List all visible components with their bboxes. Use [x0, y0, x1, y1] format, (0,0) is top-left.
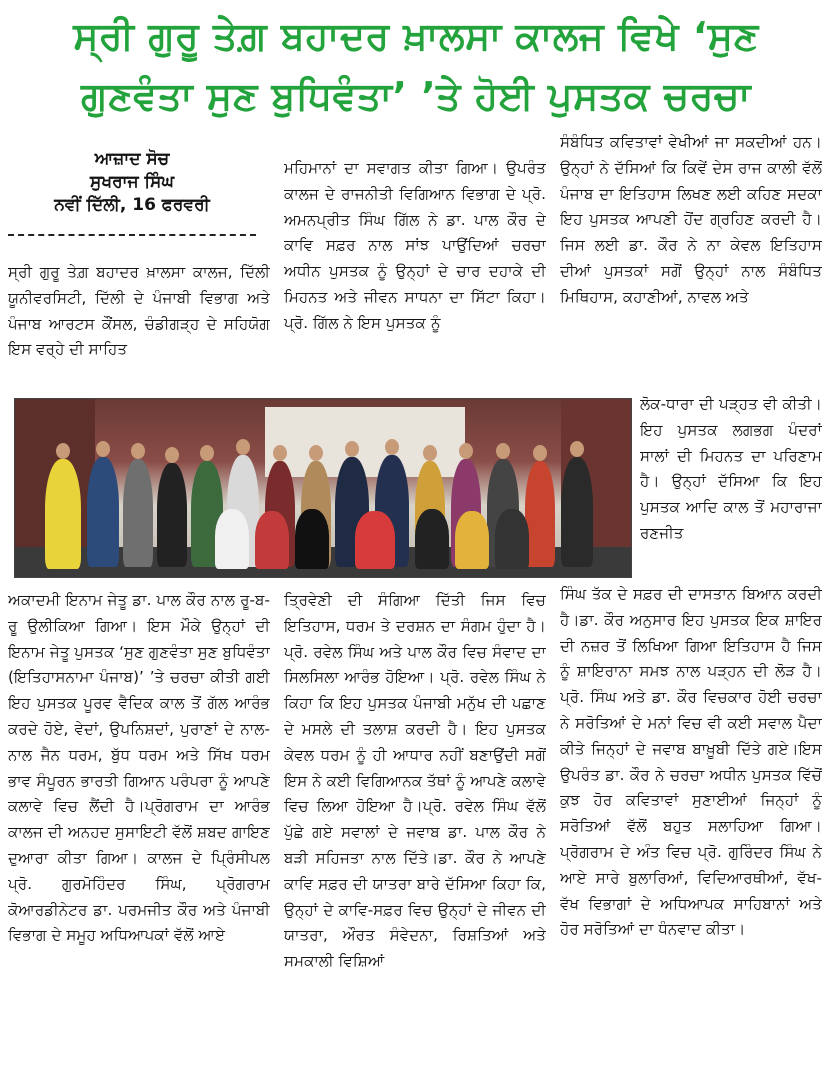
article-text-col3-top: ਸੰਬੰਧਿਤ ਕਵਿਤਾਵਾਂ ਵੇਖੀਆਂ ਜਾ ਸਕਦੀਆਂ ਹਨ।ਉਨ੍ਹਾਂ ਨੇ ਦੱਸਿਆਂ ਕਿ ਕਿਵੇਂ ਦੇਸ ਰਾਜ ਕਾਲੀ ਵੱਲੋਂ ਪੰਜਾਬ ਦਾ ਇਤਿਹਾਸ ਲਿਖਣ ਲਈ ਕਹਿਣ ਸਦਕਾ ਇਹ ਪੁਸਤਕ ਆਪਣੀ ਹੋਂਦ ਗ੍ਰਹਿਣ ਕਰਦੀ ਹੈ।ਜਿਸ ਲਈ ਡਾ. ਕੌਰ ਨੇ ਨਾ ਕੇਵਲ ਇਤਿਹਾਸ ਦੀਆਂ ਪੁਸਤਕਾਂ ਸਗੋਂ ਉਨ੍ਹਾਂ ਨਾਲ ਸੰਬੰਧਿਤ ਮਿਥਿਹਾਸ, ਕਹਾਣੀਆਂ, ਨਾਵਲ ਅਤੇ — [560, 133, 822, 306]
article-text-col2-top: ਮਹਿਮਾਨਾਂ ਦਾ ਸਵਾਗਤ ਕੀਤਾ ਗਿਆ। ਉਪਰੰਤ ਕਾਲਜ ਦੇ ਰਾਜਨੀਤੀ ਵਿਗਿਆਨ ਵਿਭਾਗ ਦੇ ਪ੍ਰੋ. ਅਮਨਪ੍ਰੀਤ ਸਿੰਘ ਗਿੱਲ ਨੇ ਡਾ. ਪਾਲ ਕੌਰ ਦੇ ਕਾਵਿ ਸਫ਼ਰ ਨਾਲ ਸਾਂਝ ਪਾਉਂਦਿਆਂ ਚਰਚਾ ਅਧੀਨ ਪੁਸਤਕ ਨੂੰ ਉਨ੍ਹਾਂ ਦੇ ਚਾਰ ਦਹਾਕੇ ਦੀ ਮਿਹਨਤ ਅਤੇ ਜੀਵਨ ਸਾਧਨਾ ਦਾ ਸਿੱਟਾ ਕਿਹਾ।ਪ੍ਰੋ. ਗਿੱਲ ਨੇ ਇਸ ਪੁਸਤਕ ਨੂੰ — [284, 159, 546, 332]
column-2-bottom — [284, 588, 546, 1070]
dateline: ਨਵੀਂ ਦਿੱਲੀ, 16 ਫਰਵਰੀ — [54, 195, 210, 215]
group-photo — [14, 398, 632, 578]
headline-line-2: ਗੁਣਵੰਤਾ ਸੁਣ ਬੁਧਿਵੰਤਾ’ ’ਤੇ ਹੋਈ ਪੁਸਤਕ ਚਰਚਾ — [81, 74, 751, 118]
headline — [0, 6, 832, 134]
column-3-bottom — [560, 582, 822, 1070]
source-label: ਆਜ਼ਾਦ ਸੋਚ — [94, 149, 170, 169]
column-3-side — [640, 392, 822, 582]
column-1-top — [8, 260, 270, 390]
column-1-bottom — [8, 588, 270, 1070]
column-3-top — [560, 130, 822, 390]
article-text-col1-bottom: ਅਕਾਦਮੀ ਇਨਾਮ ਜੇਤੂ ਡਾ. ਪਾਲ ਕੌਰ ਨਾਲ ਰੂ-ਬ-ਰੂ ਉਲੀਕਿਆ ਗਿਆ। ਇਸ ਮੌਕੇ ਉਨ੍ਹਾਂ ਦੀ ਇਨਾਮ ਜੇਤੂ ਪੁਸਤਕ ‘ਸੁਣ ਗੁਣਵੰਤਾ ਸੁਣ ਬੁਧਿਵੰਤਾ (ਇਤਿਹਾਸਨਾਮਾ ਪੰਜਾਬ)’ ’ਤੇ ਚਰਚਾ ਕੀਤੀ ਗਈ ਇਹ ਪੁਸਤਕ ਪੂਰਵ ਵੈਦਿਕ ਕਾਲ ਤੋਂ ਗੱਲ ਆਰੰਭ ਕਰਦੇ ਹੋਏ, ਵੇਦਾਂ, ਉਪਨਿਸ਼ਦਾਂ, ਪੁਰਾਣਾਂ ਦੇ ਨਾਲ-ਨਾਲ ਜੈਨ ਧਰਮ, ਬੁੱਧ ਧਰਮ ਅਤੇ ਸਿੱਖ ਧਰਮ ਭਾਵ ਸੰਪੂਰਨ ਭਾਰਤੀ ਗਿਆਨ ਪਰੰਪਰਾ ਨੂੰ ਆਪਣੇ ਕਲਾਵੇ ਵਿਚ ਲੈਂਦੀ ਹੈ।ਪ੍ਰੋਗਰਾਮ ਦਾ ਆਰੰਭ ਕਾਲਜ ਦੀ ਅਨਹਦ ਸੁਸਾਇਟੀ ਵੱਲੋਂ ਸ਼ਬਦ ਗਾਇਣ ਦੁਆਰਾ ਕੀਤਾ ਗਿਆ। ਕਾਲਜ ਦੇ ਪ੍ਰਿੰਸੀਪਲ ਪ੍ਰੋ. ਗੁਰਮੋਹਿੰਦਰ ਸਿੰਘ, ਪ੍ਰੋਗਰਾਮ ਕੋਆਰਡੀਨੇਟਰ ਡਾ. ਪਰਮਜੀਤ ਕੌਰ ਅਤੇ ਪੰਜਾਬੀ ਵਿਭਾਗ ਦੇ ਸਮੂਹ ਅਧਿਆਪਕਾਂ ਵੱਲੋਂ ਆਏ — [8, 591, 270, 945]
dashed-separator — [8, 234, 256, 236]
column-2-top — [284, 156, 546, 390]
author-name: ਸੁਖਰਾਜ ਸਿੰਘ — [90, 172, 174, 192]
article-text-col3-bottom: ਸਿੰਘ ਤੱਕ ਦੇ ਸਫ਼ਰ ਦੀ ਦਾਸਤਾਨ ਬਿਆਨ ਕਰਦੀ ਹੈ।ਡਾ. ਕੌਰ ਅਨੁਸਾਰ ਇਹ ਪੁਸਤਕ ਇਕ ਸ਼ਾਇਰ ਦੀ ਨਜ਼ਰ ਤੋਂ ਲਿਖਿਆ ਗਿਆ ਇਤਿਹਾਸ ਹੈ ਜਿਸ ਨੂੰ ਸ਼ਾਇਰਾਨਾ ਸਮਝ ਨਾਲ ਪੜ੍ਹਨ ਦੀ ਲੋੜ ਹੈ।ਪ੍ਰੋ. ਸਿੰਘ ਅਤੇ ਡਾ. ਕੌਰ ਵਿਚਕਾਰ ਹੋਈ ਚਰਚਾ ਨੇ ਸਰੋਤਿਆਂ ਦੇ ਮਨਾਂ ਵਿਚ ਵੀ ਕਈ ਸਵਾਲ ਪੈਦਾ ਕੀਤੇ ਜਿਨ੍ਹਾਂ ਦੇ ਜਵਾਬ ਬਾਖ਼ੂਬੀ ਦਿੱਤੇ ਗਏ।ਇਸ ਉਪਰੰਤ ਡਾ. ਕੌਰ ਨੇ ਚਰਚਾ ਅਧੀਨ ਪੁਸਤਕ ਵਿੱਚੋਂ ਕੁਝ ਹੋਰ ਕਵਿਤਾਵਾਂ ਸੁਣਾਈਆਂ ਜਿਨ੍ਹਾਂ ਨੂੰ ਸਰੋਤਿਆਂ ਵੱਲੋਂ ਬਹੁਤ ਸਲਾਹਿਆ ਗਿਆ।ਪ੍ਰੋਗਰਾਮ ਦੇ ਅੰਤ ਵਿਚ ਪ੍ਰੋ. ਗੁਰਿੰਦਰ ਸਿੰਘ ਨੇ ਆਏ ਸਾਰੇ ਬੁਲਾਰਿਆਂ, ਵਿਦਿਆਰਥੀਆਂ, ਵੱਖ-ਵੱਖ ਵਿਭਾਗਾਂ ਦੇ ਅਧਿਆਪਕ ਸਾਹਿਬਾਨਾਂ ਅਤੇ ਹੋਰ ਸਰੋਤਿਆਂ ਦਾ ਧੰਨਵਾਦ ਕੀਤਾ। — [560, 585, 822, 939]
article-text-col1-top: ਸ੍ਰੀ ਗੁਰੂ ਤੇਗ਼ ਬਹਾਦਰ ਖ਼ਾਲਸਾ ਕਾਲਜ, ਦਿੱਲੀ ਯੂਨੀਵਰਸਿਟੀ, ਦਿੱਲੀ ਦੇ ਪੰਜਾਬੀ ਵਿਭਾਗ ਅਤੇ ਪੰਜਾਬ ਆਰਟਸ ਕੌਂਸਲ, ਚੰਡੀਗੜ੍ਹ ਦੇ ਸਹਿਯੋਗ ਇਸ ਵਰ੍ਹੇ ਦੀ ਸਾਹਿਤ — [8, 263, 270, 359]
article-text-col3-side: ਲੋਕ-ਧਾਰਾ ਦੀ ਪੜ੍ਹਤ ਵੀ ਕੀਤੀ।ਇਹ ਪੁਸਤਕ ਲਗਭਗ ਪੰਦਰਾਂ ਸਾਲਾਂ ਦੀ ਮਿਹਨਤ ਦਾ ਪਰਿਣਾਮ ਹੈ। ਉਨ੍ਹਾਂ ਦੱਸਿਆ ਕਿ ਇਹ ਪੁਸਤਕ ਆਦਿ ਕਾਲ ਤੋਂ ਮਹਾਰਾਜਾ ਰਣਜੀਤ — [640, 395, 822, 542]
byline — [8, 148, 256, 217]
article-text-col2-bottom: ਤ੍ਰਿਵੇਣੀ ਦੀ ਸੰਗਿਆ ਦਿੱਤੀ ਜਿਸ ਵਿਚ ਇਤਿਹਾਸ, ਧਰਮ ਤੇ ਦਰਸ਼ਨ ਦਾ ਸੰਗਮ ਹੁੰਦਾ ਹੈ।ਪ੍ਰੋ. ਰਵੇਲ ਸਿੰਘ ਅਤੇ ਪਾਲ ਕੌਰ ਵਿਚ ਸੰਵਾਦ ਦਾ ਸਿਲਸਿਲਾ ਆਰੰਭ ਹੋਇਆ। ਪ੍ਰੋ. ਰਵੇਲ ਸਿੰਘ ਨੇ ਕਿਹਾ ਕਿ ਇਹ ਪੁਸਤਕ ਪੰਜਾਬੀ ਮਨੁੱਖ ਦੀ ਪਛਾਣ ਦੇ ਮਸਲੇ ਦੀ ਤਲਾਸ਼ ਕਰਦੀ ਹੈ। ਇਹ ਪੁਸਤਕ ਕੇਵਲ ਧਰਮ ਨੂੰ ਹੀ ਆਧਾਰ ਨਹੀਂ ਬਣਾਉਂਦੀ ਸਗੋਂ ਇਸ ਨੇ ਕਈ ਵਿਗਿਆਨਕ ਤੱਥਾਂ ਨੂੰ ਆਪਣੇ ਕਲਾਵੇ ਵਿਚ ਲਿਆ ਹੋਇਆ ਹੈ।ਪ੍ਰੋ. ਰਵੇਲ ਸਿੰਘ ਵੱਲੋਂ ਪੁੱਛੇ ਗਏ ਸਵਾਲਾਂ ਦੇ ਜਵਾਬ ਡਾ. ਪਾਲ ਕੌਰ ਨੇ ਬੜੀ ਸਹਿਜਤਾ ਨਾਲ ਦਿੱਤੇ।ਡਾ. ਕੌਰ ਨੇ ਆਪਣੇ ਕਾਵਿ ਸਫ਼ਰ ਦੀ ਯਾਤਰਾ ਬਾਰੇ ਦੱਸਿਆ ਕਿਹਾ ਕਿ, ਉਨ੍ਹਾਂ ਦੇ ਕਾਵਿ-ਸਫ਼ਰ ਵਿਚ ਉਨ੍ਹਾਂ ਦੇ ਜੀਵਨ ਦੀ ਯਾਤਰਾ, ਔਰਤ ਸੰਵੇਦਨਾ, ਰਿਸ਼ਤਿਆਂ ਅਤੇ ਸਮਕਾਲੀ ਵਿਸ਼ਿਆਂ — [284, 591, 546, 971]
headline-line-1: ਸ੍ਰੀ ਗੁਰੂ ਤੇਗ਼ ਬਹਾਦਰ ਖ਼ਾਲਸਾ ਕਾਲਜ ਵਿਖੇ ‘ਸੁਣ — [73, 14, 759, 58]
